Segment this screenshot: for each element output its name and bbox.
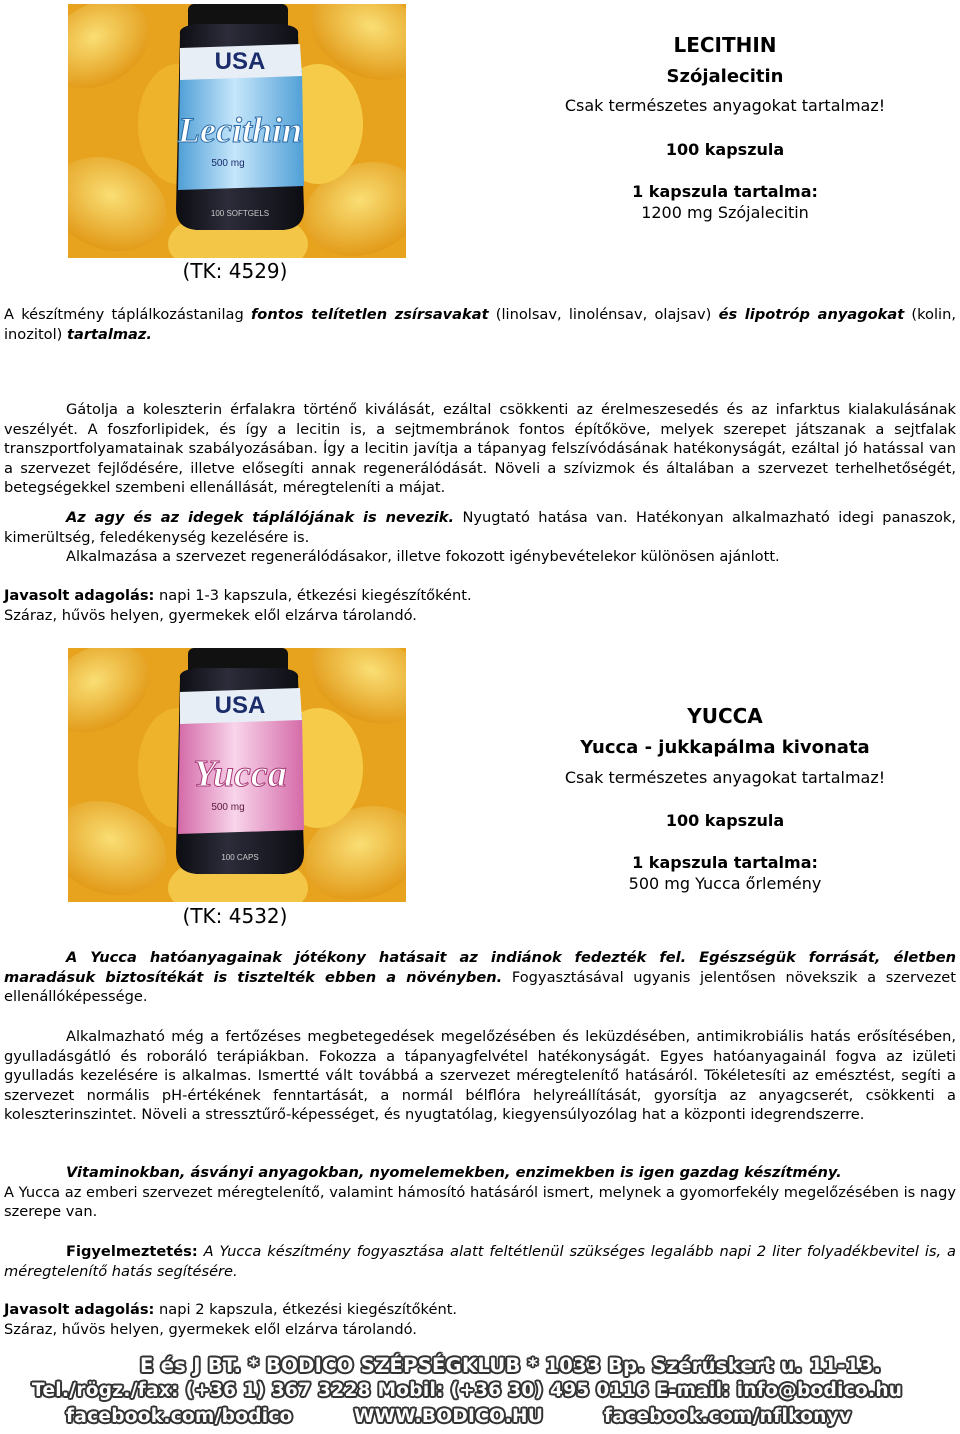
lecithin-natural-note: Csak természetes anyagokat tartalmaz! <box>564 96 886 115</box>
yucca-product-photo <box>68 648 406 902</box>
lecithin-jar-count: 100 SOFTGELS <box>210 209 270 218</box>
footer-contact-banner <box>0 1350 960 1434</box>
lecithin-paragraph-4: Alkalmazása a szervezet regenerálódásakor, illetve fokozott igénybevételekor különösen ajánlott. <box>66 548 780 565</box>
yucca-content-value: 500 mg Yucca őrlemény <box>628 874 822 893</box>
yucca-title: YUCCA <box>687 704 763 728</box>
footer-address: E és J BT. * BODICO SZÉPSÉGKLUB * 1033 Bp. Szérűskert u. 11-13. <box>140 1354 882 1377</box>
yucca-subtitle: Yucca - jukkapálma kivonata <box>580 737 870 758</box>
yucca-storage: Száraz, hűvös helyen, gyermekek elől elzárva tárolandó. <box>4 1321 417 1338</box>
footer-website[interactable]: WWW.BODICO.HU <box>354 1406 544 1427</box>
yucca-capsule-count: 100 kapszula <box>665 811 785 830</box>
lecithin-jar-name: Lecithin <box>178 110 302 150</box>
lecithin-jar-dose: 500 mg <box>211 158 245 169</box>
lecithin-title: LECITHIN <box>673 33 777 57</box>
footer-facebook-bodico[interactable]: facebook.com/bodico <box>66 1406 293 1427</box>
yucca-paragraph-2: Alkalmazható még a fertőzéses megbetegedések megelőzésében és leküzdésében, antimikrobiális hatás erősítésében, gyulladásgátló és roboráló terápiákban. Fokozza a tápanyagfelvétel hatékonyságát. Egyes hatóanyagainál fogva az izületi gyulladás kezelésére is alkalmas. Ismertté vált továbbá a szervezet méregtelenítő hatásáról. Tökéletesíti az emésztést, segíti a szervezet normális pH-értékének fenntartását, a normál bélflóra helyreállítását, gyorsítja az anyagcserét, csökkenti a koleszterinszintet. Növeli a stressztűrő-képességet, és nyugtatólag, kiegyensúlyozólag hat a központi idegrendszerre. <box>4 1028 956 1123</box>
lecithin-subtitle: Szójalecitin <box>666 66 784 87</box>
footer-phone-email: Tel./rögz./fax: (+36 1) 367 3228 Mobil: (+36 30) 495 0116 E-mail: info@bodico.hu <box>32 1380 903 1401</box>
yucca-dosage: Javasolt adagolás: napi 2 kapszula, étkezési kiegészítőként. <box>4 1301 458 1318</box>
lecithin-content-label: 1 kapszula tartalma: <box>632 182 818 201</box>
yucca-content-label: 1 kapszula tartalma: <box>632 853 818 872</box>
lecithin-jar-brand: USA <box>214 48 266 75</box>
footer-facebook-nflkonyv[interactable]: facebook.com/nflkonyv <box>604 1406 852 1427</box>
lecithin-dosage: Javasolt adagolás: napi 1-3 kapszula, étkezési kiegészítőként. <box>4 587 472 604</box>
yucca-jar-brand: USA <box>214 692 266 719</box>
yucca-jar-count: 100 CAPS <box>221 853 259 862</box>
lecithin-product-code: (TK: 4529) <box>182 259 288 283</box>
yucca-product-code: (TK: 4532) <box>182 904 288 928</box>
lecithin-capsule-count: 100 kapszula <box>665 140 785 159</box>
lecithin-paragraph-1: A készítmény táplálkozástanilag fontos telítetlen zsírsavakat (linolsav, linolénsav, olajsav) és lipotróp anyagokat (kolin, inozitol) tartalmaz. <box>4 306 956 343</box>
yucca-jar-name: Yucca <box>193 753 287 795</box>
lecithin-product-photo <box>68 4 406 258</box>
yucca-paragraph-3: Vitaminokban, ásványi anyagokban, nyomelemekben, enzimekben is igen gazdag készítmény. A Yucca az emberi szervezet méregtelenítő, valamint hámosító hatásáról ismert, melynek a gyomorfekély megelőzésében is nagy szerepe van. <box>4 1164 956 1220</box>
yucca-jar-dose: 500 mg <box>211 802 245 813</box>
lecithin-paragraph-3: Az agy és az idegek táplálójának is nevezik. Nyugtató hatása van. Hatékonyan alkalmazható idegi panaszok, kimerültség, feledékenység kezelésére is. <box>4 509 956 546</box>
lecithin-paragraph-2: Gátolja a koleszterin érfalakra történő kiválását, ezáltal csökkenti az érelmeszesedés és az infarktus kialakulásának veszélyét. A foszforlipidek, és így a lecitin is, a sejtmembránok fontos építőköve, melyek szerepet játszanak a sejtfalak transzportfolyamatainak szabályozásában. Így a lecitin javítja a tápanyag felszívódásának hatékonyságát, ezáltal jó hatással van a szervezet fejlődésére, illetve elősegíti annak regenerálódását. Növeli a szívizmok és általában a szervezet terhelhetőségét, betegségekkel szembeni ellenállását, méregteleníti a májat. <box>4 401 956 496</box>
yucca-paragraph-1: A Yucca hatóanyagainak jótékony hatásait az indiánok fedezték fel. Egészségük forrását, életben maradásuk biztosítékát is tisztelték ebben a növényben. Fogyasztásával ugyanis jelentősen növekszik a szervezet ellenállóképessége. <box>4 949 956 1005</box>
yucca-natural-note: Csak természetes anyagokat tartalmaz! <box>564 768 886 787</box>
lecithin-content-value: 1200 mg Szójalecitin <box>641 203 809 222</box>
lecithin-storage: Száraz, hűvös helyen, gyermekek elől elzárva tárolandó. <box>4 607 417 624</box>
yucca-warning: Figyelmeztetés: A Yucca készítmény fogyasztása alatt feltétlenül szükséges legalább napi 2 liter folyadékbevitel is, a méregtelenítő hatás segítésére. <box>4 1243 956 1280</box>
